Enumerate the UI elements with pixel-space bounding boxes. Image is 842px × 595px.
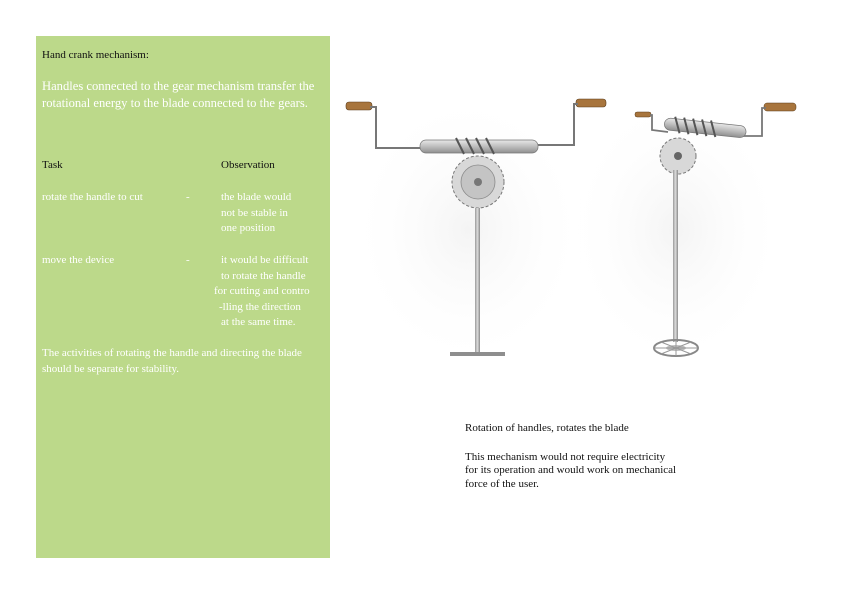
row-2-dash: -	[186, 254, 190, 266]
crank-sketch-illustration	[338, 90, 818, 390]
row-1-obs-line: one position	[221, 222, 276, 234]
row-2-obs-line: -lling the direction	[219, 300, 301, 313]
row-2-observation	[214, 253, 310, 331]
caption-heading: Rotation of handles, rotates the blade	[465, 422, 629, 434]
row-2-task: move the device	[42, 254, 115, 266]
row-1-observation	[221, 190, 291, 237]
panel-intro: Handles connected to the gear mechanism transfer the rotational energy to the blade connected to the gears.	[42, 79, 315, 110]
row-2-obs-line: to rotate the handle	[221, 269, 306, 282]
row-2-obs-line: at the same time.	[221, 316, 296, 328]
right-crank-device	[566, 90, 796, 370]
header-observation: Observation	[221, 159, 275, 171]
row-1-dash: -	[186, 191, 190, 203]
row-2-obs-line: it would be difficult	[221, 254, 309, 266]
caption	[465, 422, 795, 491]
header-task: Task	[42, 159, 63, 171]
info-panel	[36, 36, 330, 558]
panel-conclusion: The activities of rotating the handle and directing the blade should be separate for stability.	[42, 347, 302, 375]
panel-title: Hand crank mechanism:	[42, 49, 149, 61]
row-1-task: rotate the handle to cut	[42, 191, 143, 203]
row-2-obs-line: for cutting and contro	[214, 285, 310, 297]
row-1-obs-line: the blade would	[221, 191, 292, 203]
row-1-obs-line: not be stable in	[221, 206, 288, 219]
caption-paragraph: This mechanism would not require electricity for its operation and would work on mechanical force of the user.	[465, 450, 677, 490]
